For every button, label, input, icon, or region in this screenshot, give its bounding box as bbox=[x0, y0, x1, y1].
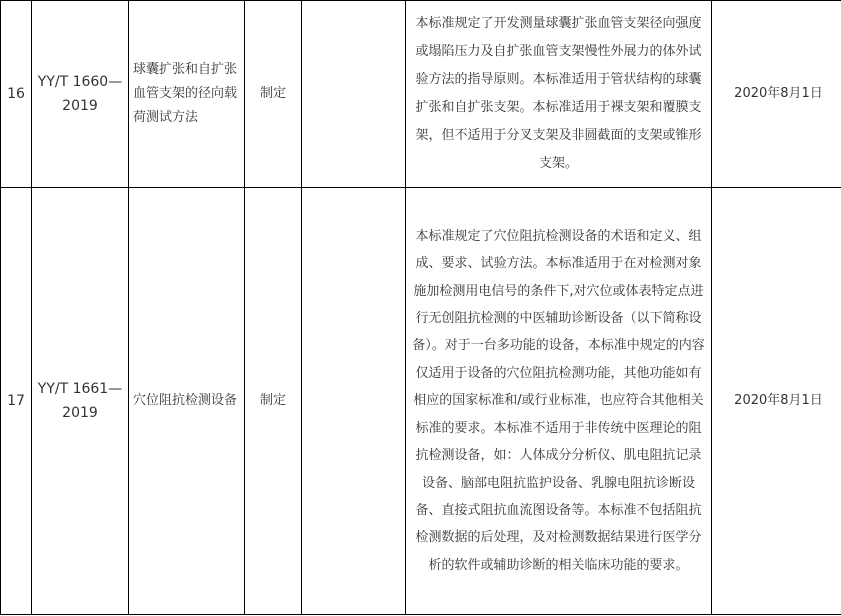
effective-date: 2020年8月1日 bbox=[712, 188, 841, 615]
standard-code bbox=[32, 1, 129, 188]
empty-cell bbox=[302, 188, 406, 615]
table-row bbox=[1, 1, 841, 188]
standard-type: 制定 bbox=[245, 188, 302, 615]
row-index: 17 bbox=[1, 188, 32, 615]
standard-code-line1: YY/T 1661— bbox=[37, 381, 123, 397]
standard-description: 本标准规定了穴位阻抗检测设备的术语和定义、组成、要求、试验方法。本标准适用于在对检测对象施加检测用电信号的条件下,对穴位或体表特定点进行无创阻抗检测的中医辅助诊断设备（以下简称设备）。对于一台多功能的设备，本标准中规定的内容仅适用于设备的穴位阻抗检测功能，其他功能如有相应的国家标准和/或行业标准，也应符合其他相关标准的要求。本标准不适用于非传统中医理论的阻抗检测设备，如：人体成分分析仪、肌电阻抗记录设备、脑部电阻抗监护设备、乳腺电阻抗诊断设备、直接式阻抗血流图设备等。本标准不包括阻抗检测数据的后处理，及对检测数据结果进行医学分析的软件或辅助诊断的相关临床功能的要求。 bbox=[406, 188, 712, 615]
table-row bbox=[1, 188, 841, 615]
standard-type: 制定 bbox=[245, 1, 302, 188]
standard-code bbox=[32, 188, 129, 615]
standard-name: 穴位阻抗检测设备 bbox=[129, 188, 245, 615]
standard-name: 球囊扩张和自扩张血管支架的径向载荷测试方法 bbox=[129, 1, 245, 188]
row-index: 16 bbox=[1, 1, 32, 188]
effective-date: 2020年8月1日 bbox=[712, 1, 841, 188]
standard-description: 本标准规定了开发测量球囊扩张血管支架径向强度或塌陷压力及自扩张血管支架慢性外展力的体外试验方法的指导原则。本标准适用于管状结构的球囊扩张和自扩张支架。本标准适用于裸支架和覆膜支架，但不适用于分叉支架及非圆截面的支架或锥形支架。 bbox=[406, 1, 712, 188]
empty-cell bbox=[302, 1, 406, 188]
standard-code-line2: 2019 bbox=[62, 405, 98, 421]
standard-code-line2: 2019 bbox=[62, 98, 98, 114]
standard-code-line1: YY/T 1660— bbox=[37, 74, 123, 90]
